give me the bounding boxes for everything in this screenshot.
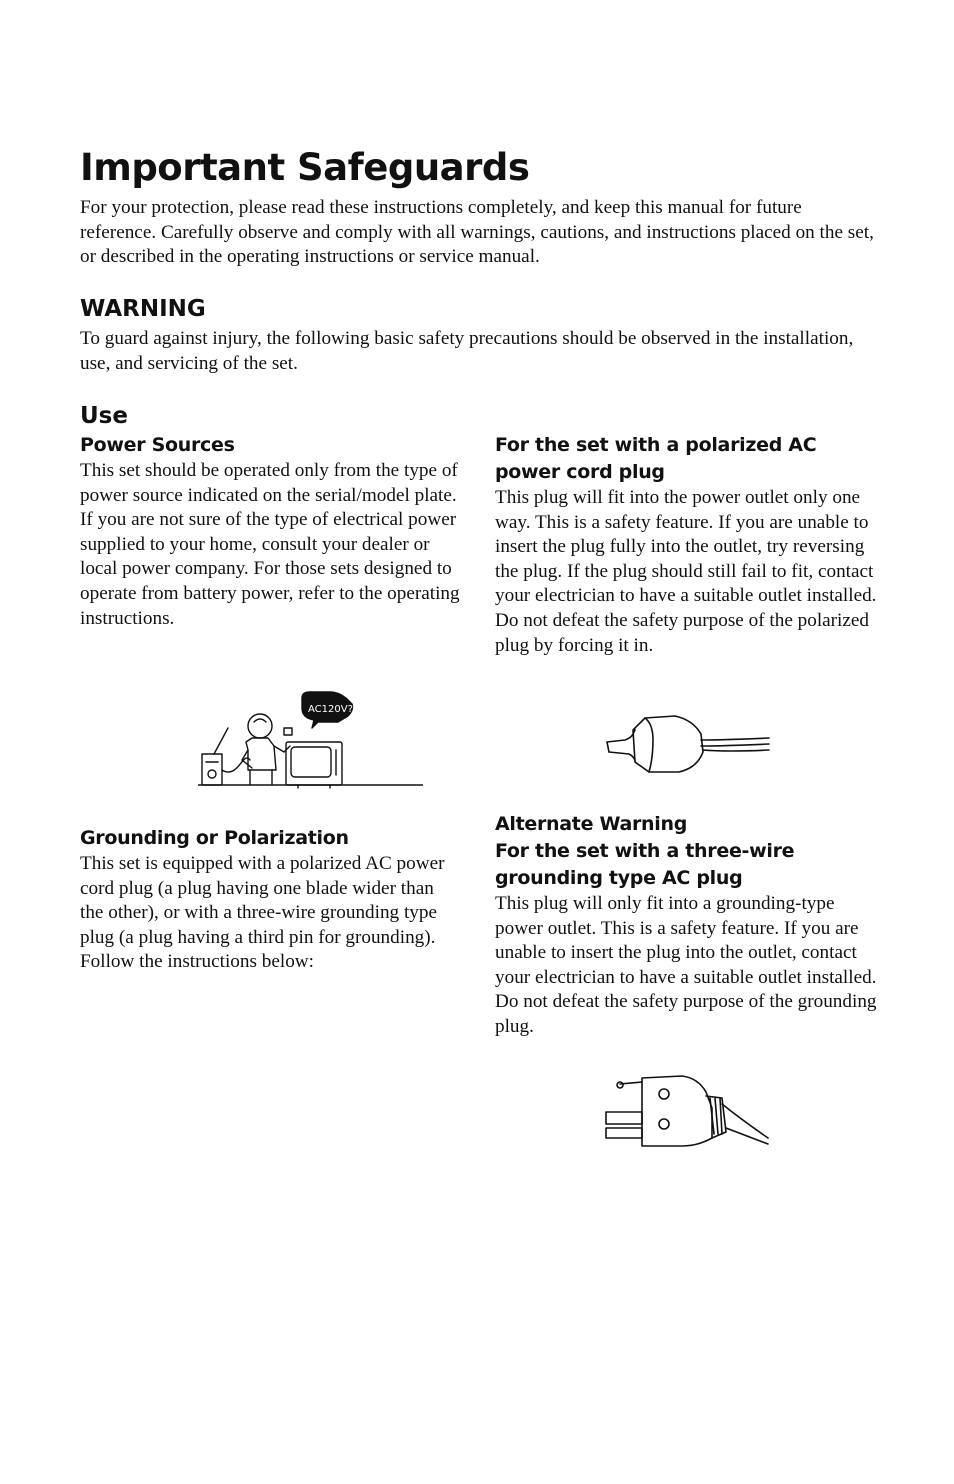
polarized-plug-section bbox=[495, 432, 880, 658]
three-wire-plug-heading: For the set with a three-wire grounding type AC plug bbox=[495, 840, 795, 889]
grounding-heading: Grounding or Polarization bbox=[80, 827, 349, 849]
warning-heading: WARNING bbox=[80, 296, 206, 322]
power-sources-heading: Power Sources bbox=[80, 434, 235, 456]
grounding-follow-text: Follow the instructions below: bbox=[80, 951, 314, 973]
illustration-bubble-text: AC120V? bbox=[308, 704, 353, 715]
polarized-plug-text: This plug will fit into the power outlet only one way. This is a safety feature. If you are unable to insert the plug fully into the outlet, try reversing the plug. If the plug should still fail to fit, contact your electrician to have a suitable outlet installed. Do not defeat the safety purpose of the polarized plug by forcing it in. bbox=[495, 487, 877, 656]
alternate-warning-section bbox=[495, 811, 880, 1040]
polarized-plug-heading: For the set with a polarized AC power cord plug bbox=[495, 434, 817, 483]
power-sources-section bbox=[80, 432, 460, 631]
page-title: Important Safeguards bbox=[80, 146, 530, 189]
use-heading: Use bbox=[80, 403, 128, 429]
polarized-plug-illustration bbox=[605, 710, 770, 778]
grounding-section bbox=[80, 825, 460, 975]
grounding-text: This set is equipped with a polarized AC power cord plug (a plug having one blade wider than the other), or with a three-wire grounding type plug (a plug having a third pin for grounding). bbox=[80, 853, 445, 948]
intro-paragraph: For your protection, please read these instructions completely, and keep this manual for future reference. Carefully observe and comply with all warnings, cautions, and instructions placed on the set, or described in the operating instructions or service manual. bbox=[80, 197, 874, 268]
grounding-plug-illustration bbox=[602, 1068, 770, 1150]
warning-paragraph: To guard against injury, the following basic safety precautions should be observed in the installation, use, and servicing of the set. bbox=[80, 328, 854, 374]
alternate-warning-heading: Alternate Warning bbox=[495, 813, 688, 835]
power-sources-text: This set should be operated only from the type of power source indicated on the serial/model plate. If you are not sure of the type of electrical power supplied to your home, consult your dealer or local power company. For those sets designed to operate from battery power, refer to the operating instructions. bbox=[80, 460, 460, 629]
three-wire-plug-text: This plug will only fit into a grounding-type power outlet. This is a safety feature. If you are unable to insert the plug into the outlet, contact your electrician to have a suitable outlet installed. Do not defeat the safety purpose of the grounding plug. bbox=[495, 893, 877, 1037]
power-source-illustration bbox=[198, 690, 423, 790]
